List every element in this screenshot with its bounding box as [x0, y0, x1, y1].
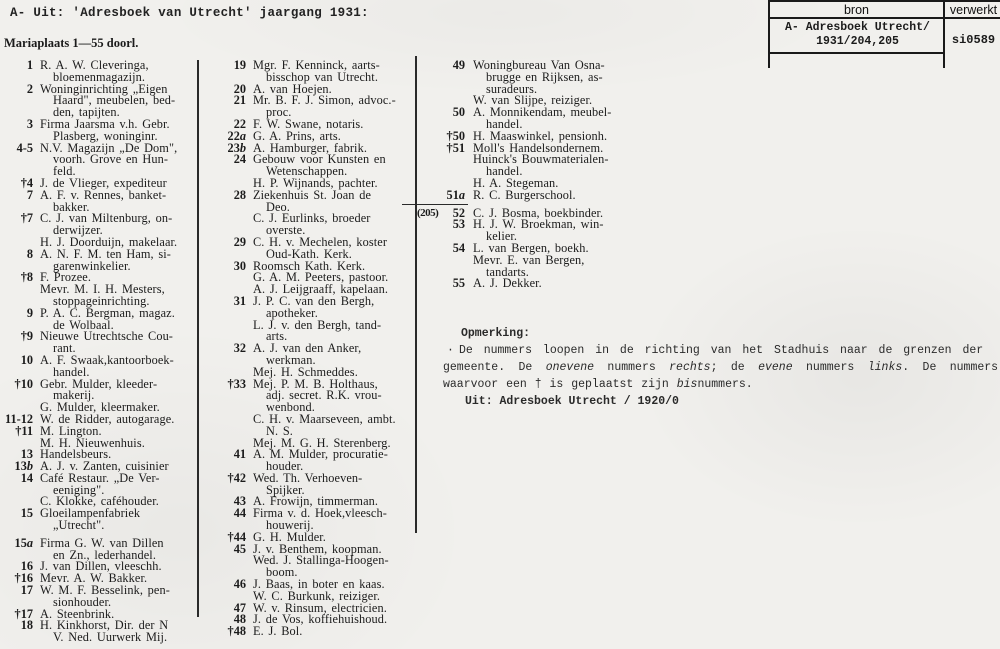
- paragraph-mark: ·: [447, 344, 454, 357]
- entry-line: G. Mulder, kleermaker.: [40, 400, 160, 415]
- house-number: 48: [233, 612, 246, 627]
- entry-line: A. Hamburger, fabrik.: [253, 140, 367, 155]
- entry-line: Firma v. d. Hoek,vleesch-: [253, 506, 387, 521]
- entry-line: feld.: [53, 164, 76, 179]
- house-number: 29: [233, 234, 246, 249]
- address-entry: [205, 449, 418, 473]
- entry-line: houwerij.: [266, 518, 314, 533]
- house-number: 44: [233, 506, 246, 521]
- entry-line: Gloeilampenfabriek: [40, 506, 141, 521]
- entry-line: Huinck's Bouwmaterialen-: [473, 152, 609, 167]
- address-entry: [0, 535, 200, 562]
- entry-line: wenbond.: [266, 400, 315, 415]
- address-entry: [0, 352, 200, 379]
- address-entry: [0, 423, 200, 450]
- house-number: 15: [20, 506, 33, 521]
- address-entry: [0, 508, 200, 532]
- house-number: 21: [233, 93, 246, 108]
- address-entry: [428, 278, 678, 290]
- entry-line: Haard", meubelen, bed-: [53, 93, 176, 108]
- entry-line: M. H. Nieuwenhuis.: [40, 435, 145, 450]
- entry-lines: [253, 626, 418, 638]
- house-number: 8: [26, 246, 33, 261]
- address-entry: [0, 376, 200, 415]
- address-entry: [0, 620, 200, 644]
- entry-line: rant.: [53, 341, 76, 356]
- entry-lines: [253, 95, 418, 119]
- entry-line: en Zn., lederhandel.: [53, 547, 156, 562]
- address-entry: [0, 81, 200, 120]
- entry-line: Firma G. W. van Dillen: [40, 535, 164, 550]
- address-entry: [205, 234, 418, 261]
- entry-line: handel.: [53, 364, 90, 379]
- remark-text: waarvoor een † is geplaatst zijn: [443, 378, 677, 391]
- house-number: 11-12: [4, 411, 33, 426]
- entry-lines: [40, 140, 200, 179]
- entry-lines: [40, 246, 200, 273]
- house-number: 16: [20, 559, 33, 574]
- entry-line: M. Lington.: [40, 423, 102, 438]
- entry-lines: [253, 449, 418, 473]
- house-number: 54: [452, 240, 465, 255]
- remark-line-3: [443, 376, 1000, 393]
- house-number: †33: [227, 376, 246, 391]
- entry-line: H. J. Doorduijn, makelaar.: [40, 234, 178, 249]
- address-entry: [0, 331, 200, 355]
- entry-line: Roomsch Kath. Kerk.: [253, 258, 366, 273]
- house-number: †50: [446, 128, 465, 143]
- address-entry: [428, 60, 678, 107]
- entry-line: arts.: [266, 329, 288, 344]
- entry-line: W. M. F. Besselink, pen-: [40, 583, 170, 598]
- house-number: †7: [20, 211, 33, 226]
- address-entry: [428, 187, 678, 202]
- house-number: †10: [14, 376, 33, 391]
- entry-lines: [253, 541, 418, 580]
- house-number: 31: [233, 293, 246, 308]
- entry-lines: [253, 293, 418, 344]
- entry-line: H. A. Stegeman.: [473, 175, 559, 190]
- entry-line: tandarts.: [486, 264, 529, 279]
- house-number: †11: [15, 423, 33, 438]
- entry-line: W. C. Burkunk, reiziger.: [253, 588, 381, 603]
- house-number: 18: [20, 618, 33, 633]
- house-number: 20: [233, 81, 246, 96]
- house-number: 43: [233, 494, 246, 509]
- entry-lines: [253, 60, 418, 84]
- entry-line: J. de Vlieger, expediteur: [40, 175, 167, 190]
- entry-line: Firma Jaarsma v.h. Gebr.: [40, 116, 170, 131]
- entry-line: J. Baas, in boter en kaas.: [253, 577, 385, 592]
- entry-line: den, tapijten.: [53, 105, 120, 120]
- address-entry: [205, 293, 418, 344]
- house-number: 46: [233, 577, 246, 592]
- address-entry: [205, 541, 418, 580]
- entry-line: Moll's Handelsondernem.: [473, 140, 604, 155]
- entry-line: G. A. Prins, arts.: [253, 128, 341, 143]
- entry-line: Woninginrichting „Eigen: [40, 81, 168, 96]
- address-entry: [205, 60, 418, 84]
- entry-line: voorh. Grove en Hun-: [53, 152, 169, 167]
- address-column-3: [417, 58, 678, 291]
- entry-line: J. van Dillen, vleeschh.: [40, 559, 162, 574]
- entry-lines: [473, 278, 678, 290]
- table-header-verwerkt: verwerkt: [949, 3, 998, 17]
- entry-line: C. J. van Miltenburg, on-: [40, 211, 173, 226]
- entry-line: W. v. Rinsum, electricien.: [253, 600, 387, 615]
- entry-line: A. van Hoejen.: [253, 81, 332, 96]
- remark-line-1: [443, 342, 1000, 359]
- house-number: †8: [20, 270, 33, 285]
- address-entry: [0, 585, 200, 609]
- entry-line: Mej. P. M. B. Holthaus,: [253, 376, 378, 391]
- entry-line: A. Steenbrink.: [40, 606, 115, 621]
- table-header-rule: [770, 17, 1000, 19]
- remark-text: nummers: [792, 361, 868, 374]
- remark-text: De nummers loopen in de richting van het Stadhuis naar de grenzen der: [459, 344, 984, 357]
- house-number: 41: [233, 447, 246, 462]
- bron-line-1: A- Adresboek Utrecht/: [785, 21, 930, 34]
- entry-line: Mr. B. F. J. Simon, advoc.-: [253, 93, 396, 108]
- entry-line: Plasberg, woninginr.: [53, 128, 158, 143]
- bron-cell-rule: [770, 52, 943, 54]
- house-number: 30: [233, 258, 246, 273]
- bron-line-2: 1931/204,205: [816, 35, 899, 48]
- entry-line: J. de Vos, koffiehuishoud.: [253, 612, 388, 627]
- entry-lines: [253, 470, 418, 497]
- verwerkt-cell: si0589: [951, 33, 996, 47]
- entry-lines: [40, 213, 200, 248]
- address-entry: [205, 154, 418, 189]
- entry-line: sionhouder.: [53, 594, 112, 609]
- entry-line: handel.: [486, 116, 523, 131]
- entry-line: J. P. C. van den Bergh,: [253, 293, 375, 308]
- entry-lines: [473, 60, 678, 107]
- house-number: 10: [20, 352, 33, 367]
- entry-line: A. N. F. M. ten Ham, si-: [40, 246, 171, 261]
- entry-line: stoppageinrichting.: [53, 293, 150, 308]
- entry-line: R. A. W. Cleveringa,: [40, 58, 149, 72]
- house-number: 17: [20, 583, 33, 598]
- entry-line: Deo.: [266, 199, 290, 214]
- remark-text: ; de: [710, 361, 759, 374]
- entry-lines: [253, 376, 418, 450]
- entry-lines: [473, 107, 678, 131]
- entry-line: bisschop van Utrecht.: [266, 69, 378, 84]
- entry-lines: [40, 116, 200, 143]
- entry-line: kelier.: [486, 229, 518, 244]
- address-entry: [428, 107, 678, 131]
- entry-line: adj. secret. R.K. vrou-: [266, 388, 382, 403]
- remark-line-2: [443, 359, 1000, 376]
- entry-line: C. J. Bosma, boekbinder.: [473, 205, 604, 220]
- address-entry: [205, 258, 418, 297]
- remark-block: [443, 325, 1000, 410]
- entry-line: J. v. Benthem, koopman.: [253, 541, 382, 556]
- remark-italic: onevene: [545, 361, 595, 374]
- entry-line: Woningbureau Van Osna-: [473, 58, 605, 72]
- entry-line: Mevr. E. van Bergen,: [473, 252, 585, 267]
- entry-lines: [253, 154, 418, 189]
- entry-line: V. Ned. Uurwerk Mij.: [53, 630, 168, 645]
- house-number: 23b: [227, 140, 246, 155]
- entry-line: F. Prozee.: [40, 270, 92, 285]
- address-entry: [205, 579, 418, 603]
- entry-line: Wed. Th. Verhoeven-: [253, 470, 363, 485]
- house-number: †42: [227, 470, 246, 485]
- entry-lines: [40, 423, 200, 450]
- entry-line: derwijzer.: [53, 223, 103, 238]
- entry-lines: [40, 60, 200, 84]
- entry-lines: [40, 470, 200, 509]
- entry-lines: [253, 187, 418, 238]
- entry-line: overste.: [266, 223, 306, 238]
- entry-lines: [40, 352, 200, 379]
- remark-text: . De nummers: [902, 361, 999, 374]
- entry-lines: [40, 376, 200, 415]
- address-entry: [0, 305, 200, 332]
- entry-line: H. J. W. Broekman, win-: [473, 217, 604, 232]
- entry-line: A. F. v. Rennes, banket-: [40, 187, 167, 202]
- address-entry: [205, 343, 418, 378]
- entry-line: C. H. v. Mechelen, koster: [253, 234, 388, 249]
- street-heading: Mariaplaats 1—55 doorl.: [4, 36, 139, 50]
- house-number: 2: [26, 81, 33, 96]
- entry-line: brugge en Rijksen, as-: [486, 69, 603, 84]
- entry-line: R. C. Burgerschool.: [473, 187, 576, 202]
- entry-line: A. J. van den Anker,: [253, 341, 362, 356]
- address-entry: [205, 95, 418, 119]
- address-entry: [205, 376, 418, 450]
- entry-line: de Wolbaal.: [53, 317, 114, 332]
- entry-line: Mgr. F. Kenninck, aarts-: [253, 58, 380, 72]
- entry-line: Oud-Kath. Kerk.: [266, 246, 352, 261]
- entry-line: L. J. v. den Bergh, tand-: [253, 317, 382, 332]
- entry-line: Wetenschappen.: [266, 164, 348, 179]
- house-number: †16: [14, 571, 33, 586]
- entry-line: suradeurs.: [486, 81, 538, 96]
- entry-line: Gebr. Mulder, kleeder-: [40, 376, 158, 391]
- entry-lines: [253, 343, 418, 378]
- entry-line: A. J. Leijgraaff, kapelaan.: [253, 282, 389, 297]
- entry-line: A. J. Dekker.: [473, 276, 542, 291]
- bron-cell: [772, 21, 943, 49]
- house-number: 55: [452, 276, 465, 291]
- entry-lines: [473, 240, 678, 279]
- remark-italic: evene: [758, 361, 793, 374]
- entry-lines: [40, 331, 200, 355]
- entry-line: C. H. v. Maarseveen, ambt.: [253, 411, 396, 426]
- page-title: A- Uit: 'Adresboek van Utrecht' jaargang 1931:: [10, 6, 369, 20]
- house-number: 13b: [14, 459, 33, 474]
- address-entry: [205, 470, 418, 497]
- entry-line: Nieuwe Utrechtsche Cou-: [40, 329, 174, 344]
- address-entry: [0, 246, 200, 273]
- address-entry: [205, 187, 418, 238]
- house-number: 51a: [446, 187, 465, 202]
- entry-lines: [40, 508, 200, 532]
- entry-line: Wed. J. Stallinga-Hoogen-: [253, 553, 389, 568]
- entry-line: „Utrecht".: [53, 518, 105, 533]
- entry-lines: [40, 187, 200, 214]
- house-number: †48: [227, 624, 246, 639]
- house-number: 49: [452, 58, 465, 72]
- entry-line: A. Frowijn, timmerman.: [253, 494, 379, 509]
- house-number: 52: [452, 205, 465, 220]
- entry-line: H. Maaswinkel, pensionh.: [473, 128, 608, 143]
- entry-line: Mevr. M. I. H. Mesters,: [40, 282, 165, 297]
- address-column-2: [205, 60, 418, 638]
- page-break-rule: [402, 204, 468, 205]
- entry-line: C. J. Eurlinks, broeder: [253, 211, 371, 226]
- address-entry: [0, 140, 200, 179]
- entry-line: makerij.: [53, 388, 95, 403]
- entry-line: bakker.: [53, 199, 90, 214]
- entry-line: A. M. Mulder, procuratie-: [253, 447, 388, 462]
- entry-line: N.V. Magazijn „De Dom",: [40, 140, 178, 155]
- remark-italic: bis: [676, 378, 698, 391]
- page-number-marker: (205): [417, 206, 439, 219]
- remark-source: Uit: Adresboek Utrecht / 1920/0: [465, 395, 679, 408]
- address-entry: [428, 140, 678, 190]
- address-entry: [0, 116, 200, 143]
- remark-italic: rechts: [669, 361, 711, 374]
- entry-lines: [40, 535, 200, 562]
- house-number: †17: [14, 606, 33, 621]
- entry-line: Ziekenhuis St. Joan de: [253, 187, 372, 202]
- entry-line: handel.: [486, 164, 523, 179]
- house-number: †44: [227, 529, 246, 544]
- entry-lines: [253, 234, 418, 261]
- entry-line: apotheker.: [266, 305, 318, 320]
- entry-lines: [473, 140, 678, 190]
- house-number: 32: [233, 341, 246, 356]
- address-entry: [0, 60, 200, 84]
- entry-line: bloemenmagazijn.: [53, 69, 146, 84]
- entry-line: C. Klokke, caféhouder.: [40, 494, 159, 509]
- remark-italic: links: [867, 361, 903, 374]
- entry-lines: [473, 219, 678, 243]
- entry-lines: [253, 508, 418, 532]
- table-header-bron: bron: [843, 3, 870, 17]
- remark-text: nummers.: [697, 378, 753, 391]
- entry-line: houder.: [266, 459, 304, 474]
- entry-line: F. W. Swane, notaris.: [253, 116, 364, 131]
- entry-line: H. P. Wijnands, pachter.: [253, 175, 378, 190]
- entry-line: G. A. M. Peeters, pastoor.: [253, 270, 389, 285]
- house-number: 53: [452, 217, 465, 232]
- entry-line: Café Restaur. „De Ver-: [40, 470, 160, 485]
- entry-line: N. S.: [266, 423, 293, 438]
- house-number: 45: [233, 541, 246, 556]
- house-number: †4: [20, 175, 33, 190]
- entry-line: A. F. Swaak,kantoorboek-: [40, 352, 174, 367]
- remark-heading: Opmerking:: [461, 327, 531, 340]
- entry-line: A. Monnikendam, meubel-: [473, 105, 612, 120]
- entry-line: G. H. Mulder.: [253, 529, 326, 544]
- entry-line: werkman.: [266, 352, 316, 367]
- house-number: 22: [233, 116, 246, 131]
- entry-line: boom.: [266, 565, 298, 580]
- house-number: 47: [233, 600, 246, 615]
- address-entry: [428, 219, 678, 243]
- house-number: 7: [26, 187, 33, 202]
- source-table: [768, 0, 1000, 68]
- entry-line: Mevr. A. W. Bakker.: [40, 571, 148, 586]
- house-number: 50: [452, 105, 465, 120]
- entry-lines: [40, 272, 200, 307]
- address-entry: [0, 272, 200, 307]
- entry-line: Mej. H. Schmeddes.: [253, 364, 358, 379]
- entry-line: A. J. v. Zanten, cuisinier: [40, 459, 169, 474]
- remark-text: gemeente. De: [443, 361, 546, 374]
- entry-lines: [40, 305, 200, 332]
- entry-line: P. A. C. Bergman, magaz.: [40, 305, 175, 320]
- entry-line: Gebouw voor Kunsten en: [253, 152, 386, 167]
- entry-lines: [253, 258, 418, 297]
- house-number: 15a: [14, 535, 33, 550]
- entry-line: W. de Ridder, autogarage.: [40, 411, 175, 426]
- house-number: 14: [20, 470, 33, 485]
- house-number: †51: [446, 140, 465, 155]
- entry-line: Spijker.: [266, 482, 305, 497]
- entry-lines: [40, 81, 200, 120]
- house-number: 22a: [227, 128, 246, 143]
- address-entry: [428, 240, 678, 279]
- address-entry: [0, 213, 200, 248]
- entry-lines: [253, 579, 418, 603]
- entry-line: E. J. Bol.: [253, 624, 303, 639]
- entry-line: W. van Slijpe, reiziger.: [473, 93, 593, 108]
- house-number: †9: [20, 329, 33, 344]
- house-number: 24: [233, 152, 246, 167]
- entry-lines: [40, 620, 200, 644]
- house-number: 4-5: [16, 140, 33, 155]
- address-entry: [0, 470, 200, 509]
- address-entry: [205, 508, 418, 532]
- house-number: 3: [26, 116, 33, 131]
- entry-line: proc.: [266, 105, 292, 120]
- house-number: 19: [233, 58, 246, 72]
- address-column-1: [0, 60, 200, 644]
- entry-lines: [40, 585, 200, 609]
- entry-line: Handelsbeurs.: [40, 447, 112, 462]
- remark-text: nummers: [594, 361, 670, 374]
- address-entry: [205, 626, 418, 638]
- house-number: 1: [26, 58, 33, 72]
- entry-line: L. van Bergen, boekh.: [473, 240, 589, 255]
- entry-line: eeniging".: [53, 482, 105, 497]
- house-number: 9: [26, 305, 33, 320]
- entry-line: garenwinkelier.: [53, 258, 131, 273]
- address-entry: [0, 187, 200, 214]
- house-number: 13: [20, 447, 33, 462]
- entry-line: H. Kinkhorst, Dir. der N: [40, 618, 169, 633]
- house-number: 28: [233, 187, 246, 202]
- entry-lines: [473, 187, 678, 202]
- entry-line: Mej. M. G. H. Sterenberg.: [253, 435, 391, 450]
